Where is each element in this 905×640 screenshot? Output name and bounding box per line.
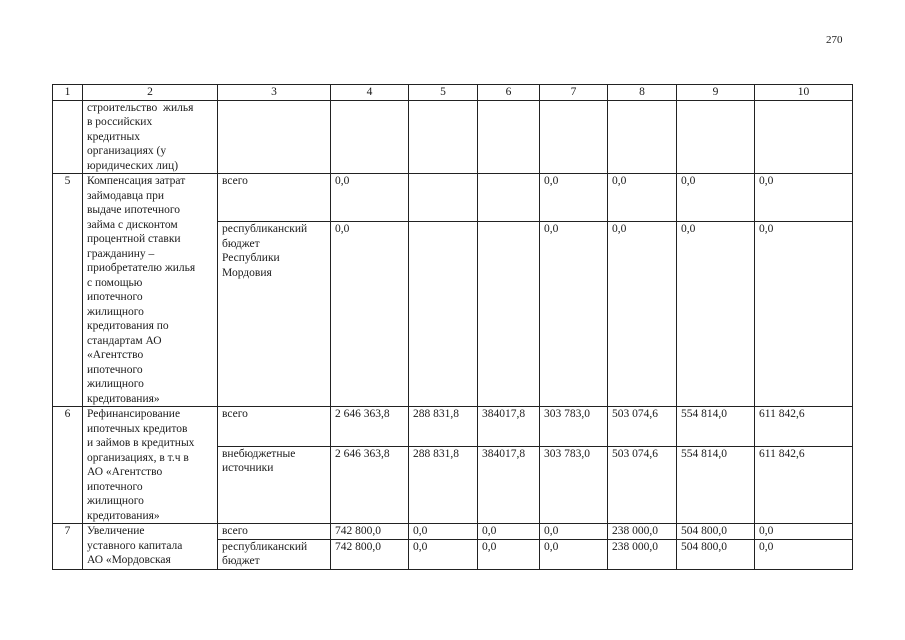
row-number: 6: [53, 407, 83, 524]
value-cell: 0,0: [409, 539, 478, 569]
measure-name: [83, 100, 218, 174]
value-cell: [540, 100, 608, 174]
measure-name: [83, 174, 218, 407]
value-cell: [331, 100, 409, 174]
value-cell: 0,0: [755, 524, 853, 540]
value-cell: 504 800,0: [677, 524, 755, 540]
value-cell: [608, 100, 677, 174]
value-cell: 0,0: [755, 222, 853, 407]
value-cell: [677, 100, 755, 174]
value-cell: 303 783,0: [540, 407, 608, 447]
page-number: 270: [826, 34, 843, 46]
value-cell: 288 831,8: [409, 446, 478, 523]
value-cell: 0,0: [478, 539, 540, 569]
value-cell: 0,0: [540, 174, 608, 222]
funding-source: [218, 446, 331, 523]
value-cell: 384017,8: [478, 407, 540, 447]
header-cell: 9: [677, 85, 755, 101]
value-cell: 0,0: [540, 222, 608, 407]
value-cell: 742 800,0: [331, 524, 409, 540]
measure-name: [83, 524, 218, 570]
funding-source-text: всего: [222, 175, 248, 187]
value-cell: 554 814,0: [677, 446, 755, 523]
value-cell: [478, 174, 540, 222]
value-cell: 611 842,6: [755, 446, 853, 523]
header-cell: 1: [53, 85, 83, 101]
value-cell: [409, 100, 478, 174]
measure-name: [83, 407, 218, 524]
measure-name-text: Компенсация затрат займодавца при выдаче ипотечного займа с дисконтом процентной ставки гражданину – приобретателю жилья с помощью ипотечного жилищного кредитования по стандартам АО «Агентство ипотечного жилищного кредитования»: [87, 175, 196, 405]
value-cell: 2 646 363,8: [331, 446, 409, 523]
funding-source-text: всего: [222, 525, 248, 537]
funding-source: [218, 222, 331, 407]
value-cell: 0,0: [677, 174, 755, 222]
row-number: 5: [53, 174, 83, 407]
value-cell: 0,0: [677, 222, 755, 407]
row-number: 7: [53, 524, 83, 570]
budget-table: [52, 84, 853, 570]
value-cell: 288 831,8: [409, 407, 478, 447]
value-cell: 0,0: [540, 539, 608, 569]
value-cell: 238 000,0: [608, 539, 677, 569]
header-cell: 4: [331, 85, 409, 101]
measure-name-text: строительство жилья в российских кредитных организациях (у юридических лиц): [87, 101, 194, 172]
value-cell: 0,0: [608, 222, 677, 407]
value-cell: 303 783,0: [540, 446, 608, 523]
funding-source-text: всего: [222, 408, 248, 420]
header-cell: 7: [540, 85, 608, 101]
value-cell: 742 800,0: [331, 539, 409, 569]
table-row: [53, 100, 853, 174]
value-cell: 0,0: [755, 539, 853, 569]
value-cell: 503 074,6: [608, 407, 677, 447]
value-cell: [478, 222, 540, 407]
funding-source-text: республиканский бюджет: [222, 540, 308, 567]
value-cell: 503 074,6: [608, 446, 677, 523]
value-cell: 0,0: [540, 524, 608, 540]
measure-name-text: Рефинансирование ипотечных кредитов и займов в кредитных организациях, в т.ч в АО «Агентство ипотечного жилищного кредитования»: [87, 408, 195, 522]
value-cell: 0,0: [331, 222, 409, 407]
funding-source-text: республиканский бюджет Республики Мордовия: [222, 223, 308, 279]
value-cell: 384017,8: [478, 446, 540, 523]
funding-source: [218, 174, 331, 222]
value-cell: 554 814,0: [677, 407, 755, 447]
value-cell: 2 646 363,8: [331, 407, 409, 447]
value-cell: [409, 222, 478, 407]
header-cell: 5: [409, 85, 478, 101]
funding-source: [218, 407, 331, 447]
value-cell: 0,0: [409, 524, 478, 540]
header-cell: 10: [755, 85, 853, 101]
value-cell: 238 000,0: [608, 524, 677, 540]
header-cell: 2: [83, 85, 218, 101]
value-cell: 611 842,6: [755, 407, 853, 447]
table-row: [53, 407, 853, 447]
header-cell: 3: [218, 85, 331, 101]
value-cell: 0,0: [478, 524, 540, 540]
header-cell: 8: [608, 85, 677, 101]
value-cell: 0,0: [331, 174, 409, 222]
value-cell: 0,0: [608, 174, 677, 222]
funding-source: [218, 100, 331, 174]
measure-name-text: Увеличение уставного капитала АО «Мордовская: [87, 525, 183, 566]
table-row: [53, 524, 853, 540]
table-row: [53, 174, 853, 222]
table-header-row: [53, 85, 853, 101]
value-cell: 0,0: [755, 174, 853, 222]
row-number: [53, 100, 83, 174]
value-cell: [409, 174, 478, 222]
header-cell: 6: [478, 85, 540, 101]
value-cell: [755, 100, 853, 174]
value-cell: [478, 100, 540, 174]
value-cell: 504 800,0: [677, 539, 755, 569]
funding-source: [218, 539, 331, 569]
funding-source: [218, 524, 331, 540]
funding-source-text: внебюджетные источники: [222, 447, 296, 475]
